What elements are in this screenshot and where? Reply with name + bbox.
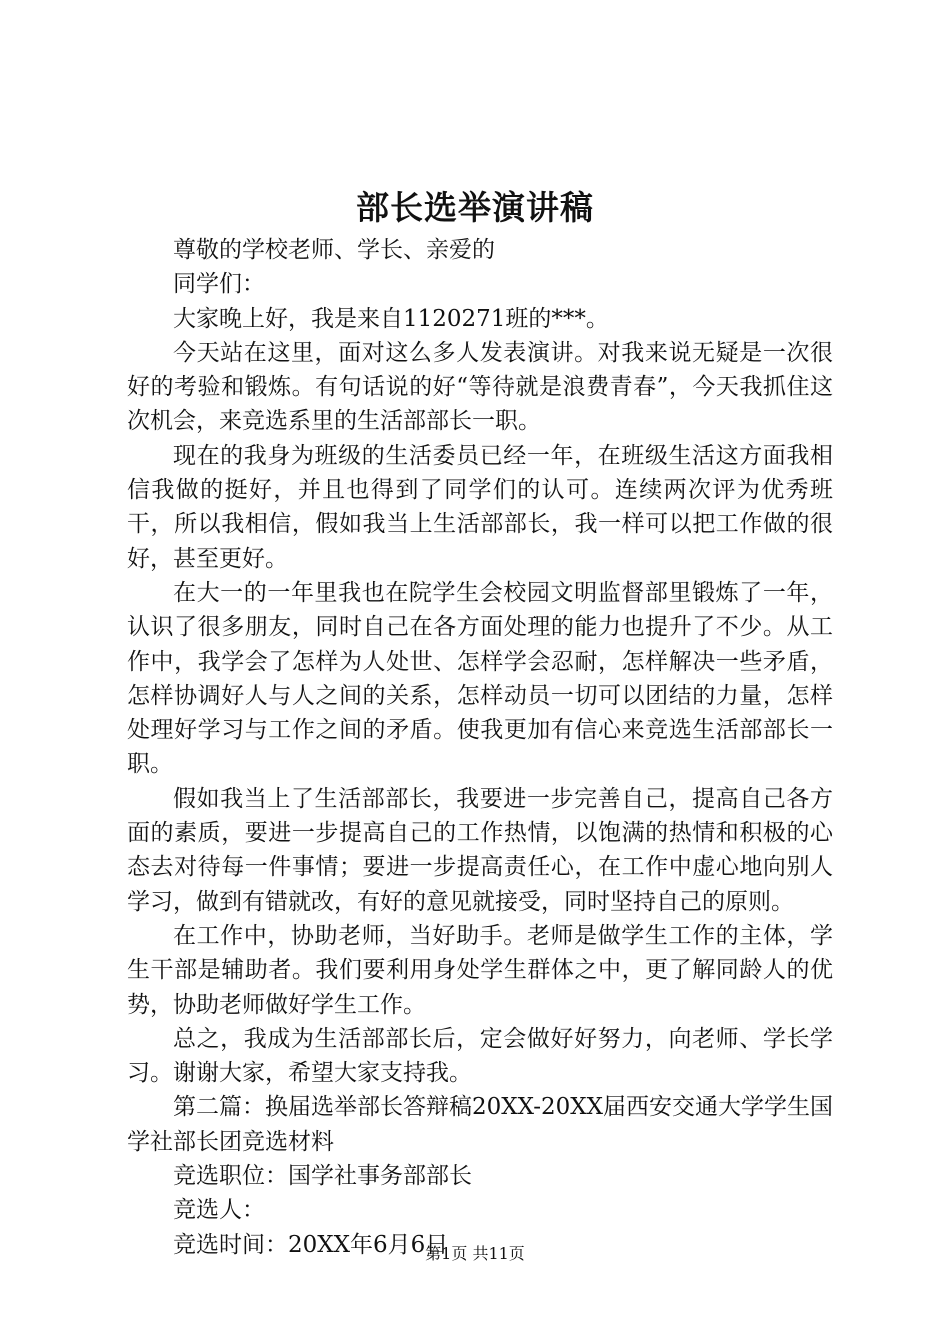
paragraph-experience: 现在的我身为班级的生活委员已经一年，在班级生活这方面我相信我做的挺好，并且也得到了同学们的认可。连续两次评为优秀班干，所以我相信，假如我当上生活部部长，我一样可以把工作做的很好，甚至更好。 xyxy=(127,442,833,572)
paragraph-date: 竞选时间：20XX年6月6日 xyxy=(173,1231,449,1258)
page-footer: 第1页 共11页 xyxy=(425,1244,525,1263)
paragraph-intro: 大家晚上好，我是来自1120271班的***。 xyxy=(173,305,609,332)
paragraph-plan: 假如我当上了生活部部长，我要进一步完善自己，提高自己各方面的素质，要进一步提高自己的工作热情，以饱满的热情和积极的心态去对待每一件事情；要进一步提高责任心，在工作中虚心地向别人学习，做到有错就改，有好的意见就接受，同时坚持自己的原则。 xyxy=(127,785,833,915)
paragraph-opening: 今天站在这里，面对这么多人发表演讲。对我来说无疑是一次很好的考验和锻炼。有句话说的好“等待就是浪费青春”，今天我抓住这次机会，来竞选系里的生活部部长一职。 xyxy=(127,339,833,435)
document-body xyxy=(127,233,833,1262)
paragraph-assist: 在工作中，协助老师，当好助手。老师是做学生工作的主体，学生干部是辅助者。我们要利用身处学生群体之中，更了解同龄人的优势，协助老师做好学生工作。 xyxy=(127,922,833,1018)
paragraph-position: 竞选职位：国学社事务部部长 xyxy=(173,1163,472,1190)
paragraph-closing: 总之，我成为生活部部长后，定会做好好努力，向老师、学长学习。谢谢大家，希望大家支持我。 xyxy=(127,1025,833,1087)
paragraph-second-part-heading: 第二篇：换届选举部长答辩稿20XX-20XX届西安交通大学学生国学社部长团竞选材料 xyxy=(127,1094,833,1155)
paragraph-greeting-2: 同学们： xyxy=(173,271,265,298)
paragraph-growth: 在大一的一年里我也在院学生会校园文明监督部里锻炼了一年，认识了很多朋友，同时自己在各方面处理的能力也提升了不少。从工作中，我学会了怎样为人处世、怎样学会忍耐，怎样解决一些矛盾，怎样协调好人与人之间的关系，怎样动员一切可以团结的力量，怎样处理好学习与工作之间的矛盾。使我更加有信心来竞选生活部部长一职。 xyxy=(127,579,833,778)
paragraph-candidate: 竞选人： xyxy=(173,1197,265,1224)
paragraph-greeting-1: 尊敬的学校老师、学长、亲爱的 xyxy=(173,237,495,263)
document-title: 部长选举演讲稿 xyxy=(356,188,594,227)
